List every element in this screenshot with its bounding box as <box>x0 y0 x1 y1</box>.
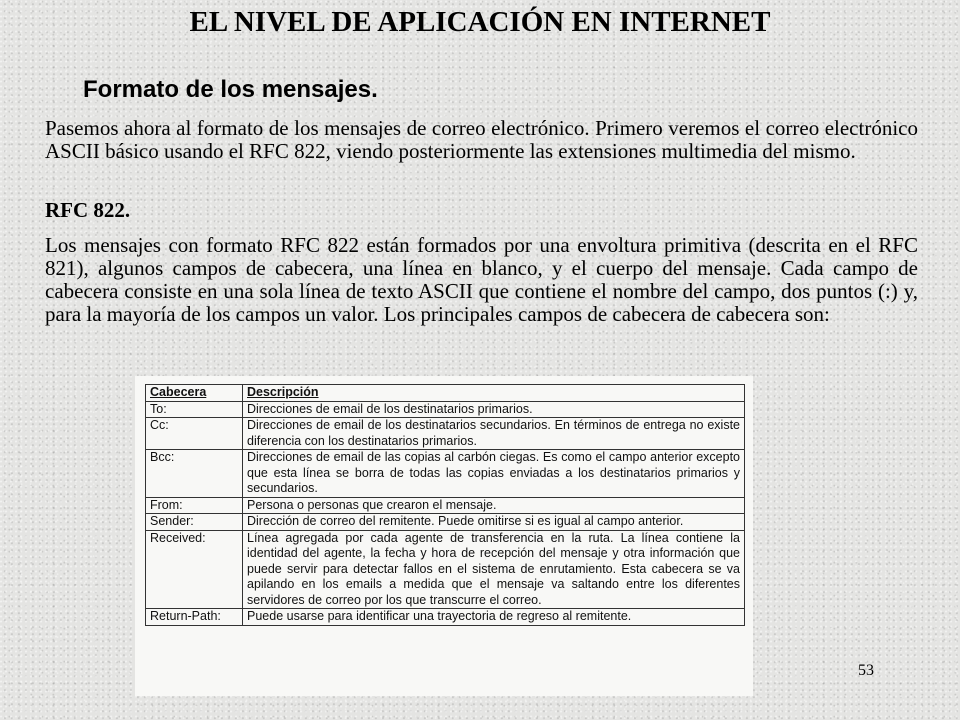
column-header-cabecera: Cabecera <box>146 385 243 402</box>
section-subtitle: Formato de los mensajes. <box>83 76 378 103</box>
field-name: Received: <box>146 530 243 609</box>
header-fields-table-image <box>135 376 753 696</box>
field-description: Direcciones de email de los destinatarios secundarios. En términos de entrega no existe diferencia con los destinatarios primarios. <box>243 418 745 450</box>
body-paragraph: Los mensajes con formato RFC 822 están formados por una envoltura primitiva (descrita en el RFC 821), algunos campos de cabecera, una línea en blanco, y el cuerpo del mensaje. Cada campo de cabecera consiste en una sola línea de texto ASCII que contiene el nombre del campo, dos puntos (:) y, para la mayoría de los campos un valor. Los principales campos de cabecera de cabecera son: <box>45 233 918 326</box>
field-name: Sender: <box>146 514 243 531</box>
field-name: Return-Path: <box>146 609 243 626</box>
rfc-heading: RFC 822. <box>45 198 131 222</box>
field-description: Dirección de correo del remitente. Puede omitirse si es igual al campo anterior. <box>243 514 745 531</box>
table-row <box>146 497 745 514</box>
field-description: Puede usarse para identificar una trayectoria de regreso al remitente. <box>243 609 745 626</box>
field-name: From: <box>146 497 243 514</box>
table-row <box>146 401 745 418</box>
field-name: To: <box>146 401 243 418</box>
field-description: Persona o personas que crearon el mensaje. <box>243 497 745 514</box>
intro-paragraph: Pasemos ahora al formato de los mensajes de correo electrónico. Primero veremos el correo electrónico ASCII básico usando el RFC 822, viendo posteriormente las extensiones multimedia del mismo. <box>45 116 918 163</box>
page-number: 53 <box>858 662 874 679</box>
field-name: Bcc: <box>146 450 243 498</box>
field-name: Cc: <box>146 418 243 450</box>
table-row <box>146 418 745 450</box>
field-description: Direcciones de email de los destinatarios primarios. <box>243 401 745 418</box>
column-header-descripcion: Descripción <box>243 385 745 402</box>
field-description: Direcciones de email de las copias al carbón ciegas. Es como el campo anterior excepto que esta línea se borra de todas las copias enviadas a los destinatarios primarios y secundarios. <box>243 450 745 498</box>
table-row <box>146 530 745 609</box>
field-description: Línea agregada por cada agente de transferencia en la ruta. La línea contiene la identidad del agente, la fecha y hora de recepción del mensaje y otra información que puede servir para detectar fallos en el sistema de enrutamiento. Esta cabecera se va apilando en los emails a medida que el mensaje va saltando entre los diferentes servidores de correo por los que transcurre el correo. <box>243 530 745 609</box>
table-header-row <box>146 385 745 402</box>
table-row <box>146 450 745 498</box>
header-fields-table <box>145 384 745 626</box>
table-row <box>146 609 745 626</box>
table-row <box>146 514 745 531</box>
slide-title: EL NIVEL DE APLICACIÓN EN INTERNET <box>189 6 771 38</box>
